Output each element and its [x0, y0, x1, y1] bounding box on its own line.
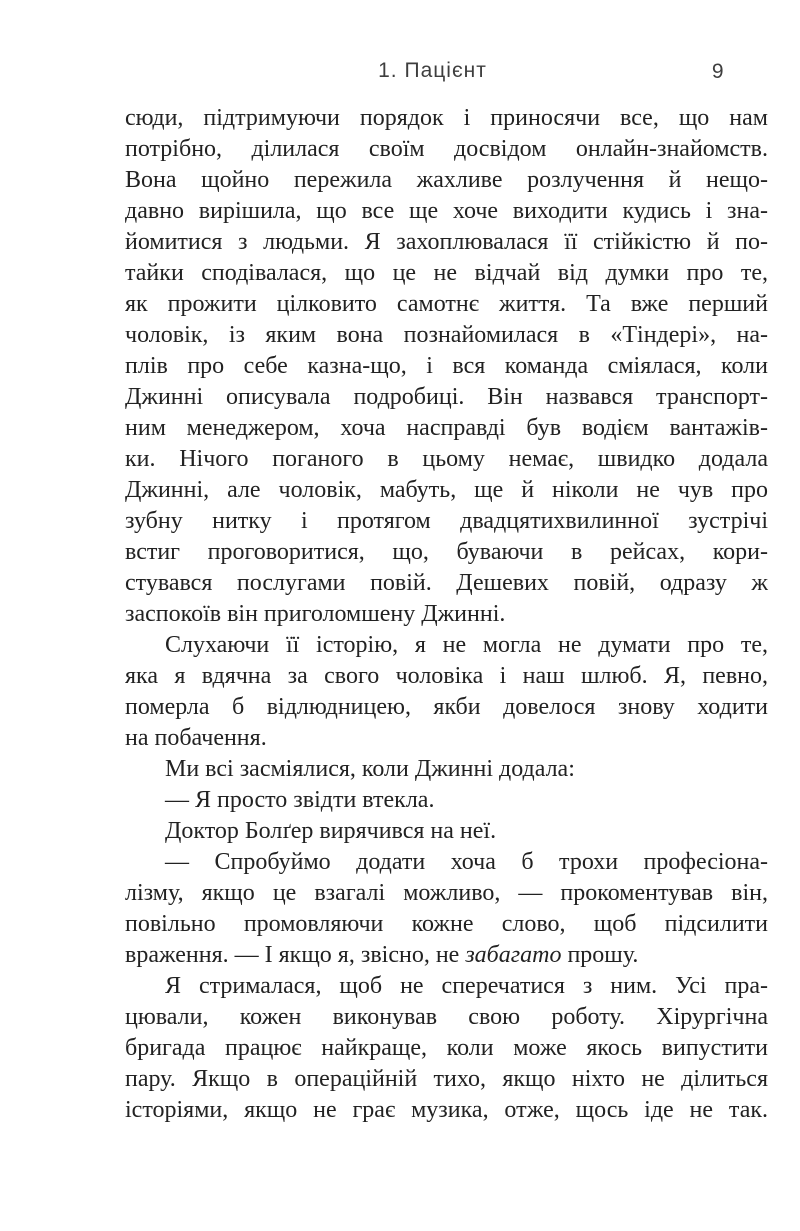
chapter-title: 1. Пацієнт: [378, 59, 487, 82]
text-line: — Спробуймо додати хоча б трохи професіона-: [165, 849, 768, 875]
text-line: тайки сподівалася, що це не відчай від думки про те,: [125, 260, 768, 286]
text-line: ки. Нічого поганого в цьому немає, швидко додала: [125, 446, 768, 472]
text-line: яка я вдячна за свого чоловіка і наш шлюб. Я, певно,: [125, 663, 768, 689]
text-line: Ми всі засміялися, коли Джинні додала:: [165, 756, 575, 782]
text-line: Я стрималася, щоб не сперечатися з ним. Усі пра-: [165, 973, 768, 999]
text-line: повільно промовляючи кожне слово, щоб підсилити: [125, 911, 768, 937]
text-line: заспокоїв він приголомшену Джинні.: [125, 601, 506, 627]
text-line: на побачення.: [125, 725, 267, 751]
text-line: стувався послугами повій. Дешевих повій, одразу ж: [125, 570, 768, 596]
text-line: чоловік, із яким вона познайомилася в «Тіндері», на-: [125, 322, 768, 348]
text-line: як прожити цілковито самотнє життя. Та вже перший: [125, 291, 768, 317]
text-line: ним менеджером, хоча насправді був водієм вантажів-: [125, 415, 768, 441]
text-line: сюди, підтримуючи порядок і приносячи все, що нам: [125, 105, 768, 131]
emphasized-word: забагато: [465, 942, 562, 968]
text-line: історіями, якщо не грає музика, отже, щось іде не так.: [125, 1097, 768, 1123]
body-text: [125, 103, 768, 1126]
text-line: Джинні, але чоловік, мабуть, ще й ніколи не чув про: [125, 477, 768, 503]
text-line: померла б відлюдницею, якби довелося знову ходити: [125, 694, 768, 720]
text-line: бригада працює найкраще, коли може якось випустити: [125, 1035, 768, 1061]
text-line: давно вирішила, що все ще хоче виходити кудись і зна-: [125, 198, 768, 224]
text-line: цювали, кожен виконував свою роботу. Хірургічна: [125, 1004, 768, 1030]
text-line: йомитися з людьми. Я захоплювалася її стійкістю й по-: [125, 229, 768, 255]
text-line: пару. Якщо в операційній тихо, якщо ніхто не ділиться: [125, 1066, 768, 1092]
text-line: Вона щойно пережила жахливе розлучення й нещо-: [125, 167, 768, 193]
text-line: Джинні описувала подробиці. Він назвався транспорт-: [125, 384, 768, 410]
text-line: Доктор Болґер вирячився на неї.: [165, 818, 497, 844]
text-line: лізму, якщо це взагалі можливо, — прокоментував він,: [125, 880, 768, 906]
text-line: — Я просто звідти втекла.: [165, 787, 435, 813]
text-line: потрібно, ділилася своїм досвідом онлайн-знайомств.: [125, 136, 768, 162]
text-line: враження. — І якщо я, звісно, не забагато прошу.: [125, 942, 639, 968]
text-line: Слухаючи її історію, я не могла не думати про те,: [165, 632, 768, 658]
text-line: зубну нитку і протягом двадцятихвилинної зустрічі: [125, 508, 768, 534]
text-line: плів про себе казна-що, і вся команда сміялася, коли: [125, 353, 768, 379]
text-line: встиг проговоритися, що, буваючи в рейсах, кори-: [125, 539, 768, 565]
page-number: 9: [711, 60, 724, 83]
running-header: [125, 58, 768, 86]
